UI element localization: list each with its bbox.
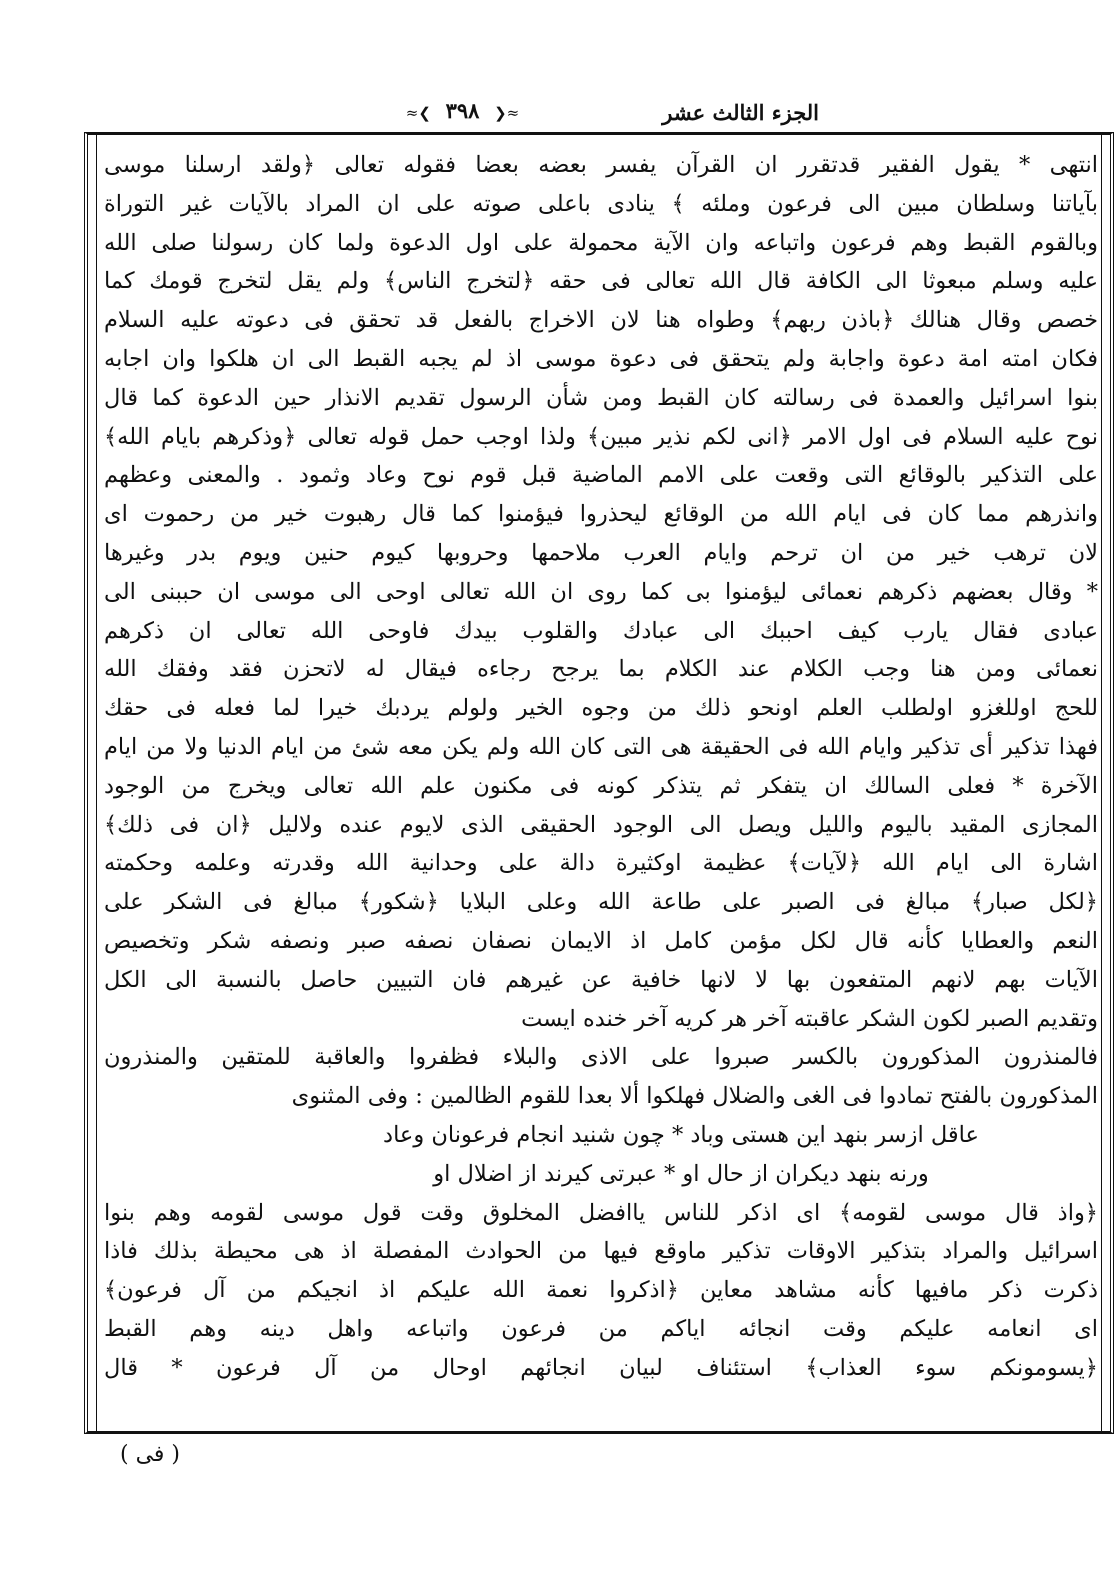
text-line: خصص وقال هنالك ﴿باذن ربهم﴾ وطواه هنا لان الاخراج بالفعل قد تحقق فى دعوته عليه السلام (104, 307, 1098, 334)
text-line: الآيات بهم لانهم المتفعون بها لا لانها خافية عن غيرهم فان التبيين حاصل بالنسبة الى الكل (104, 966, 1098, 993)
text-line: وتقديم الصبر لكون الشكر عاقبته آخر هر كريه آخر خنده ايست (521, 1005, 1098, 1032)
text-line: ذكرت ذكر مافيها كأنه مشاهد معاين ﴿اذكروا نعمة الله عليكم اذ انجيكم من آل فرعون﴾ (104, 1277, 1098, 1304)
main-text-block (104, 146, 1098, 1388)
signature-mark: ( فى ) (120, 1442, 181, 1467)
text-line: لان ترهب خير من ان ترحم وايام العرب ملاحمها وحروبها كيوم حنين ويوم بدر وغيرها (104, 539, 1098, 566)
page-number-block (395, 98, 530, 123)
part-title: الجزء الثالث عشر (662, 100, 819, 125)
text-line: على التذكير بالوقائع التى وقعت على الامم الماضية قبل قوم نوح وعاد وثمود . والمعنى وعظهم (104, 462, 1098, 489)
ornament-right-icon: ❯≈ (494, 104, 520, 122)
text-line: نوح عليه السلام فى اول الامر ﴿انى لكم نذير مبين﴾ ولذا اوجب حمل قوله تعالى ﴿وذكرهم بايام الله﴾ (104, 423, 1098, 450)
text-line: بآياتنا وسلطان مبين الى فرعون وملئه ﴾ ينادى باعلى صوته على ان المراد بالآيات غير التوراة (104, 190, 1098, 217)
text-line: اسرائيل والمراد بتذكير الاوقات تذكير ماوقع فيها من الحوادث المفصلة اذ هى محيطة بذلك فاذا (104, 1238, 1098, 1265)
text-line: ﴿يسومونكم سوء العذاب﴾ استئناف لبيان انجائهم اوحال من آل فرعون * قال (104, 1354, 1098, 1381)
text-line: ﴿واذ قال موسى لقومه﴾ اى اذكر للناس ياافضل المخلوق وقت قول موسى لقومه وهم بنوا (104, 1199, 1098, 1226)
text-line: للحج اوللغزو اولطلب العلم اونحو ذلك من وجوه الخير ولولم يردبك خيرا لما فعله فى حقك (104, 695, 1098, 722)
text-line: فالمنذرون المذكورون بالكسر صبروا على الاذى والبلاء فظفروا والعاقبة للمتقين والمنذرون (104, 1044, 1098, 1071)
poem-line: عاقل ازسر بنهد اين هستى وباد * چون شنيد انجام فرعونان وعاد (383, 1121, 979, 1148)
text-line: فكان امته امة دعوة واجابة ولم يتحقق فى دعوة موسى اذ لم يجبه القبط الى ان هلكوا وان اجابه (104, 345, 1098, 372)
text-line: بنوا اسرائيل والعمدة فى رسالته كان القبط ومن شأن الرسول تقديم الانذار حين الدعوة كما قال (104, 384, 1098, 411)
page-number: ٣٩٨ (445, 98, 480, 123)
text-line: اشارة الى ايام الله ﴿لآيات﴾ عظيمة اوكثيرة دالة على وحدانية الله وقدرته وعلمه وحكمته (104, 850, 1098, 877)
text-line: نعمائى ومن هنا وجب الكلام عند الكلام بما يرجح رجاءه فيقال له لاتحزن فقد وفقك الله (104, 656, 1098, 683)
text-line: فهذا تذكير أى تذكير وايام الله فى الحقيقة هى التى كان الله ولم يكن معه شئ من ايام الدنيا ولا من ايام (104, 733, 1098, 760)
text-line: الآخرة * فعلى السالك ان يتفكر ثم يتذكر كونه فى مكنون علم الله تعالى ويخرج من الوجود (104, 772, 1098, 799)
ornament-left-icon: ≈❮ (405, 104, 431, 122)
text-line: النعم والعطايا كأنه قال لكل مؤمن كامل اذ الايمان نصفان نصفه صبر ونصفه شكر وتخصيص (104, 927, 1098, 954)
text-line: * وقال بعضهم ذكرهم نعمائى ليؤمنوا بى كما روى ان الله تعالى اوحى الى موسى ان حببنى الى (104, 578, 1098, 605)
text-line: المذكورون بالفتح تمادوا فى الغى والضلال فهلكوا ألا بعدا للقوم الظالمين : وفى المثنوى (291, 1083, 1098, 1110)
text-line: اى انعامه عليكم وقت انجائه اياكم من فرعون واتباعه واهل دينه وهم القبط (104, 1315, 1098, 1342)
text-line: المجازى المقيد باليوم والليل ويصل الى الوجود الحقيقى الذى لايوم عنده ولاليل ﴿ان فى ذلك﴾ (104, 811, 1098, 838)
text-line: عليه وسلم مبعوثا الى الكافة قال الله تعالى فى حقه ﴿لتخرج الناس﴾ ولم يقل لتخرج قومك كما (104, 268, 1098, 295)
text-line: انتهى * يقول الفقير قدتقرر ان القرآن يفسر بعضه بعضا فقوله تعالى ﴿ولقد ارسلنا موسى (104, 152, 1098, 178)
text-line: ﴿لكل صبار﴾ مبالغ فى الصبر على طاعة الله وعلى البلايا ﴿شكور﴾ مبالغ فى الشكر على (104, 889, 1098, 916)
text-line: عبادى فقال يارب كيف احببك الى عبادك والقلوب بيدك فاوحى الله تعالى ان ذكرهم (104, 617, 1098, 644)
poem-line: ورنه بنهد ديكران از حال او * عبرتى كيرند از اضلال او (433, 1160, 929, 1187)
text-line: وبالقوم القبط وهم فرعون واتباعه وان الآية محمولة على اول الدعوة ولما كان رسولنا صلى الله (104, 229, 1098, 256)
text-line: وانذرهم مما كان فى ايام الله من الوقائع ليحذروا فيؤمنوا كما قال رهبوت خير من رحموت اى (104, 501, 1098, 528)
